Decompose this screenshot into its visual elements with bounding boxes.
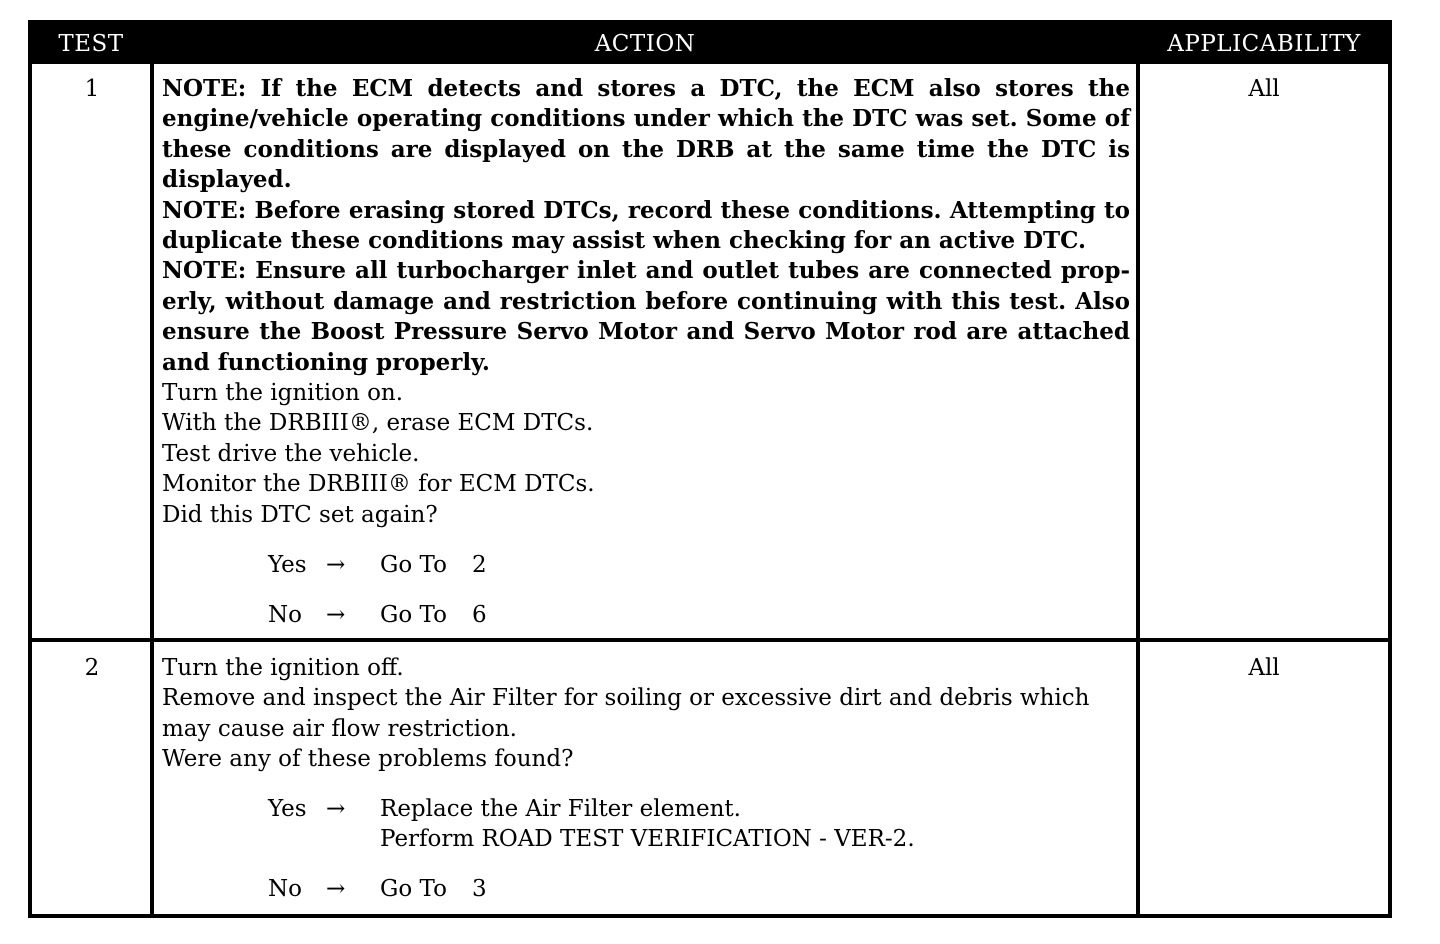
header-action: ACTION [154,24,1136,64]
step-line: Monitor the DRBIII® for ECM DTCs. [162,471,595,498]
note-paragraph: NOTE: Ensure all turbocharger inlet and outlet tubes are connected prop-erly, without damage and restriction before continuing with this test. Also ensure the Boost Pressure Servo Motor and Servo Motor rod are attached and functioning properly. [162,257,1130,376]
goto-label: Go To [380,602,447,628]
goto-target: 2 [472,552,487,578]
step-line: With the DRBIII®, erase ECM DTCs. [162,410,594,437]
goto-target: 3 [472,876,487,902]
applicability-2: All [1248,655,1280,681]
action-cell-1 [162,74,1130,530]
action-cell-2 [162,653,1130,775]
step-line: Turn the ignition on. [162,380,404,407]
right-arrow-icon: → [326,796,346,822]
row-divider [32,638,1388,642]
answer-result: Perform ROAD TEST VERIFICATION - VER-2. [380,826,915,852]
goto-label: Go To [380,876,447,902]
header-applicability: APPLICABILITY [1140,24,1388,64]
answer-label: Yes [268,552,307,578]
test-number-1: 1 [84,76,100,102]
answer-label: No [268,602,302,628]
note-paragraph: NOTE: If the ECM detects and stores a DTC, the ECM also stores the engine/vehicle operating conditions under which the DTC was set. Some of these conditions are displayed on the DRB at the same time the DTC is displayed. [162,75,1130,194]
right-arrow-icon: → [326,552,346,578]
answer-label: Yes [268,796,307,822]
goto-label: Go To [380,552,447,578]
answer-label: No [268,876,302,902]
column-divider-applicability [1136,24,1140,914]
note-paragraph: NOTE: Before erasing stored DTCs, record these conditions. Attempting to duplicate these conditions may assist when checking for an active DTC. [162,196,1130,255]
question-line: Were any of these problems found? [162,746,574,773]
right-arrow-icon: → [326,602,346,628]
test-number-2: 2 [84,655,100,681]
header-test: TEST [32,24,150,64]
question-line: Did this DTC set again? [162,501,438,528]
right-arrow-icon: → [326,876,346,902]
goto-target: 6 [472,602,487,628]
step-line: Turn the ignition off. [162,655,404,681]
answer-result: Replace the Air Filter element. [380,796,741,822]
applicability-1: All [1248,76,1280,102]
step-line: Remove and inspect the Air Filter for soiling or excessive dirt and debris which may cause air flow restriction. [162,685,1090,742]
diagnostic-test-table [28,20,1392,918]
column-divider-test [150,24,154,914]
step-line: Test drive the vehicle. [162,440,420,467]
